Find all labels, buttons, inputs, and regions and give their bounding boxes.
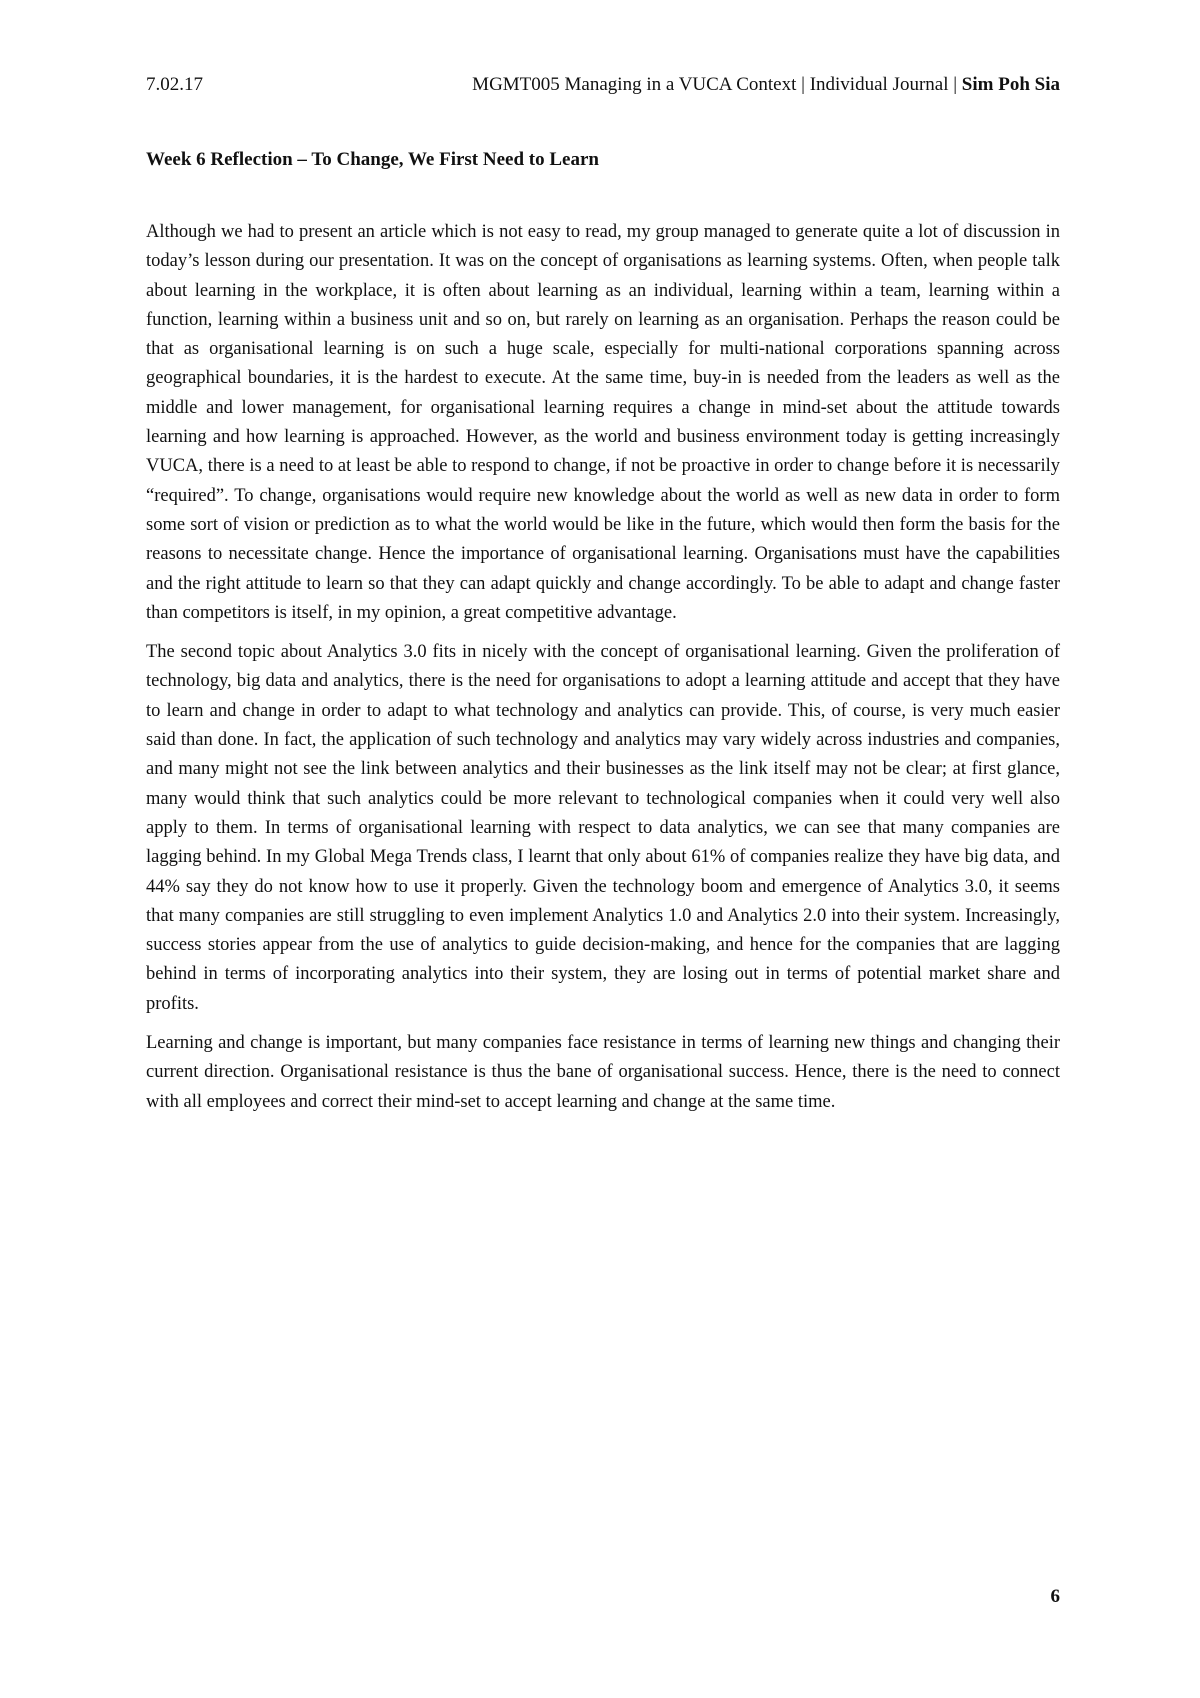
- header-date: 7.02.17: [146, 74, 203, 95]
- document-title: Week 6 Reflection – To Change, We First Need to Learn: [146, 149, 599, 170]
- page-number: 6: [1050, 1586, 1060, 1607]
- header-course-info: [472, 70, 1060, 100]
- header-course: MGMT005 Managing in a VUCA Context | Individual Journal |: [472, 74, 962, 95]
- header-author: Sim Poh Sia: [961, 74, 1060, 95]
- paragraph-2: The second topic about Analytics 3.0 fits in nicely with the concept of organisational learning. Given the proliferation of technology, big data and analytics, there is the need for organisations to adopt a learning attitude and accept that they have to learn and change in order to adapt to what technology and analytics can provide. This, of course, is very much easier said than done. In fact, the application of such technology and analytics may vary widely across industries and companies, and many might not see the link between analytics and their businesses as the link itself may not be clear; at first glance, many would think that such analytics could be more relevant to technological companies when it could very well also apply to them. In terms of organisational learning with respect to data analytics, we can see that many companies are lagging behind. In my Global Mega Trends class, I learnt that only about 61% of companies realize they have big data, and 44% say they do not know how to use it properly. Given the technology boom and emergence of Analytics 3.0, it seems that many companies are still struggling to even implement Analytics 1.0 and Analytics 2.0 into their system. Increasingly, success stories appear from the use of analytics to guide decision-making, and hence for the companies that are lagging behind in terms of incorporating analytics into their system, they are losing out in terms of potential market share and profits.: [146, 642, 1060, 1014]
- page-header: [146, 70, 1060, 100]
- document-body: [146, 218, 1060, 1127]
- paragraph-3: Learning and change is important, but many companies face resistance in terms of learning new things and changing their current direction. Organisational resistance is thus the bane of organisational success. Hence, there is the need to connect with all employees and correct their mind-set to accept learning and change at the same time.: [146, 1033, 1060, 1112]
- paragraph-1: Although we had to present an article which is not easy to read, my group managed to generate quite a lot of discussion in today’s lesson during our presentation. It was on the concept of organisations as learning systems. Often, when people talk about learning in the workplace, it is often about learning as an individual, learning within a team, learning within a function, learning within a business unit and so on, but rarely on learning as an organisation. Perhaps the reason could be that as organisational learning is on such a huge scale, especially for multi-national corporations spanning across geographical boundaries, it is the hardest to execute. At the same time, buy-in is needed from the leaders as well as the middle and lower management, for organisational learning requires a change in mind-set about the attitude towards learning and how learning is approached. However, as the world and business environment today is getting increasingly VUCA, there is a need to at least be able to respond to change, if not be proactive in order to change before it is necessarily “required”. To change, organisations would require new knowledge about the world as well as new data in order to form some sort of vision or prediction as to what the world would be like in the future, which would then form the basis for the reasons to necessitate change. Hence the importance of organisational learning. Organisations must have the capabilities and the right attitude to learn so that they can adapt quickly and change accordingly. To be able to adapt and change faster than competitors is itself, in my opinion, a great competitive advantage.: [146, 222, 1060, 623]
